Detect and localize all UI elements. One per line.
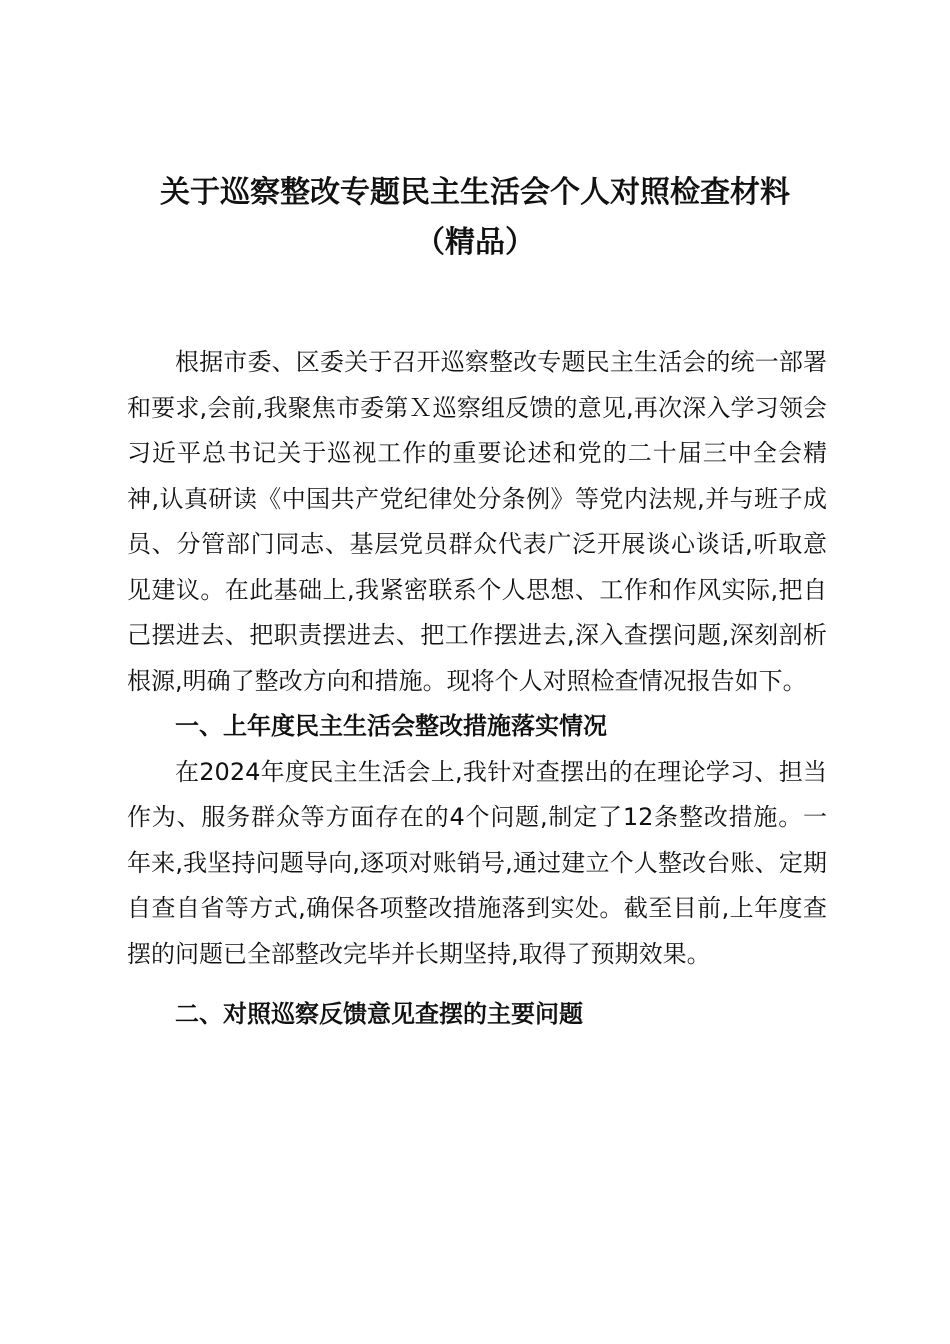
section-heading-1: 一、上年度民主生活会整改措施落实情况 [175,712,607,740]
title-line-main: 关于巡察整改专题民主生活会个人对照检查材料 [160,175,790,210]
document-body [127,340,827,1038]
document-title [100,168,850,268]
title-line-sub: （精品） [415,225,535,260]
section-heading-2: 二、对照巡察反馈意见查摆的主要问题 [175,1000,583,1028]
paragraph-section-1: 在2024年度民主生活会上,我针对查摆出的在理论学习、担当作为、服务群众等方面存在的4个问题,制定了12条整改措施。一年来,我坚持问题导向,逐项对账销号,通过建立个人整改台账、定期自查自省等方式,确保各项整改措施落到实处。截至目前,上年度查摆的问题已全部整改完毕并长期坚持,取得了预期效果。 [127,757,827,968]
paragraph-intro: 根据市委、区委关于召开巡察整改专题民主生活会的统一部署和要求,会前,我聚焦市委第Ｘ巡察组反馈的意见,再次深入学习领会习近平总书记关于巡视工作的重要论述和党的二十届三中全会精神,认真研读《中国共产党纪律处分条例》等党内法规,并与班子成员、分管部门同志、基层党员群众代表广泛开展谈心谈话,听取意见建议。在此基础上,我紧密联系个人思想、工作和作风实际,把自己摆进去、把职责摆进去、把工作摆进去,深入查摆问题,深刻剖析根源,明确了整改方向和措施。现将个人对照检查情况报告如下。 [127,348,827,695]
